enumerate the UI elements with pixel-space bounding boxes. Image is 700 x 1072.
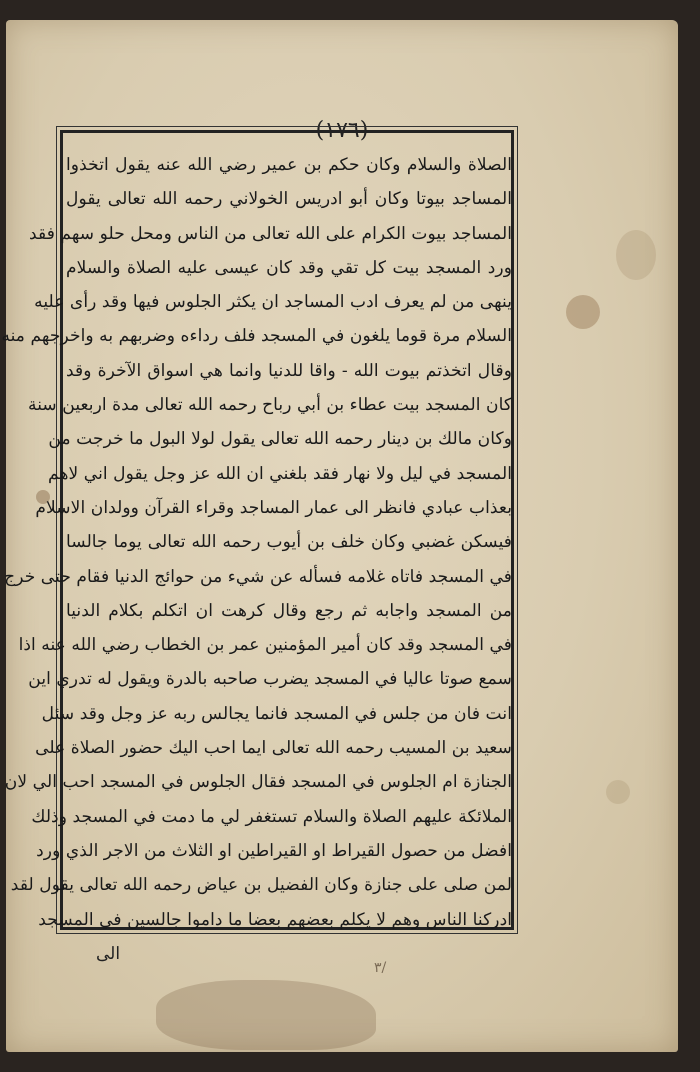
text-line: انت فان من جلس في المسجد فانما يجالس ربه عز وجل وقد سئل xyxy=(41,703,512,724)
text-line: المسجد في ليل ولا نهار فقد بلغني ان الله عز وجل يقول اني لاهم xyxy=(48,463,512,484)
manuscript-page xyxy=(1,20,678,1052)
text-line: ادركنا الناس وهم لا يكلم بعضهم بعضا ما داموا جالسين في المسجد xyxy=(38,909,512,930)
text-line: فيسكن غضبي وكان خلف بن أيوب رحمه الله تعالى يوما جالسا xyxy=(66,532,512,553)
text-line: افضل من حصول القيراط او القيراطين او الثلاث من الاجر الذي ورد xyxy=(36,840,512,861)
text-line: كان المسجد بيت عطاء بن أبي رباح رحمه الله تعالى مدة اربعين سنة xyxy=(27,395,512,416)
text-line: الجنازة ام الجلوس في المسجد فقال الجلوس في المسجد احب الي لان xyxy=(4,772,512,793)
paper-stain xyxy=(616,230,656,280)
text-line: المساجد بيوتا وكان أبو ادريس الخولاني رحمه الله تعالى يقول xyxy=(66,189,512,210)
water-damage xyxy=(156,980,376,1050)
text-line: وقال اتخذتم بيوت الله - واقا للدنيا وانما هي اسواق الآخرة وقد xyxy=(66,360,512,381)
text-line: سمع صوتا عاليا في المسجد يضرب صاحبه بالدرة ويقول له تدري اين xyxy=(28,669,512,690)
text-line: ينهى من لم يعرف ادب المساجد ان يكثر الجلوس فيها وقد رأى عليه xyxy=(34,292,512,313)
text-line: السلام مرة قوما يلغون في المسجد فلف رداءه وضربهم به واخرجهم منه xyxy=(1,326,512,347)
text-line: ورد المسجد بيت كل تقي وقد كان عيسى عليه الصلاة والسلام xyxy=(66,257,512,278)
text-line: المساجد بيوت الكرام على الله تعالى من الناس ومحل حلو سهم فقد xyxy=(29,223,512,244)
text-line: الصلاة والسلام وكان حكم بن عمير رضي الله عنه يقول اتخذوا xyxy=(66,155,512,175)
page-number: (١٧٦) xyxy=(315,118,369,143)
text-line: في المسجد فاتاه غلامه فسأله عن شيء من حوائج الدنيا فقام حتى خرج xyxy=(4,566,512,587)
main-text xyxy=(1,148,512,937)
text-line: الملائكة عليهم الصلاة والسلام تستغفر لي ما دمت في المسجد وذلك xyxy=(31,806,512,827)
text-line: من المسجد واجابه ثم رجع وقال كرهت ان اتكلم بكلام الدنيا xyxy=(66,600,512,621)
text-line: وكان مالك بن دينار رحمه الله تعالى يقول لولا البول ما خرجت من xyxy=(48,429,512,450)
paper-stain xyxy=(606,780,630,804)
text-line: سعيد بن المسيب رحمه الله تعالى ايما احب اليك حضور الصلاة على xyxy=(35,738,512,759)
text-line: بعذاب عبادي فانظر الى عمار المساجد وقراء القرآن وولدان الاسلام xyxy=(35,497,512,518)
catchword: الى xyxy=(96,944,121,964)
margin-mark: ٣/ xyxy=(374,960,387,976)
text-line: لمن صلى على جنازة وكان الفضيل بن عياض رحمه الله تعالى يقول لقد xyxy=(10,875,512,896)
text-line: في المسجد وقد كان أمير المؤمنين عمر بن الخطاب رضي الله عنه اذا xyxy=(18,635,512,656)
paper-stain xyxy=(566,295,600,329)
